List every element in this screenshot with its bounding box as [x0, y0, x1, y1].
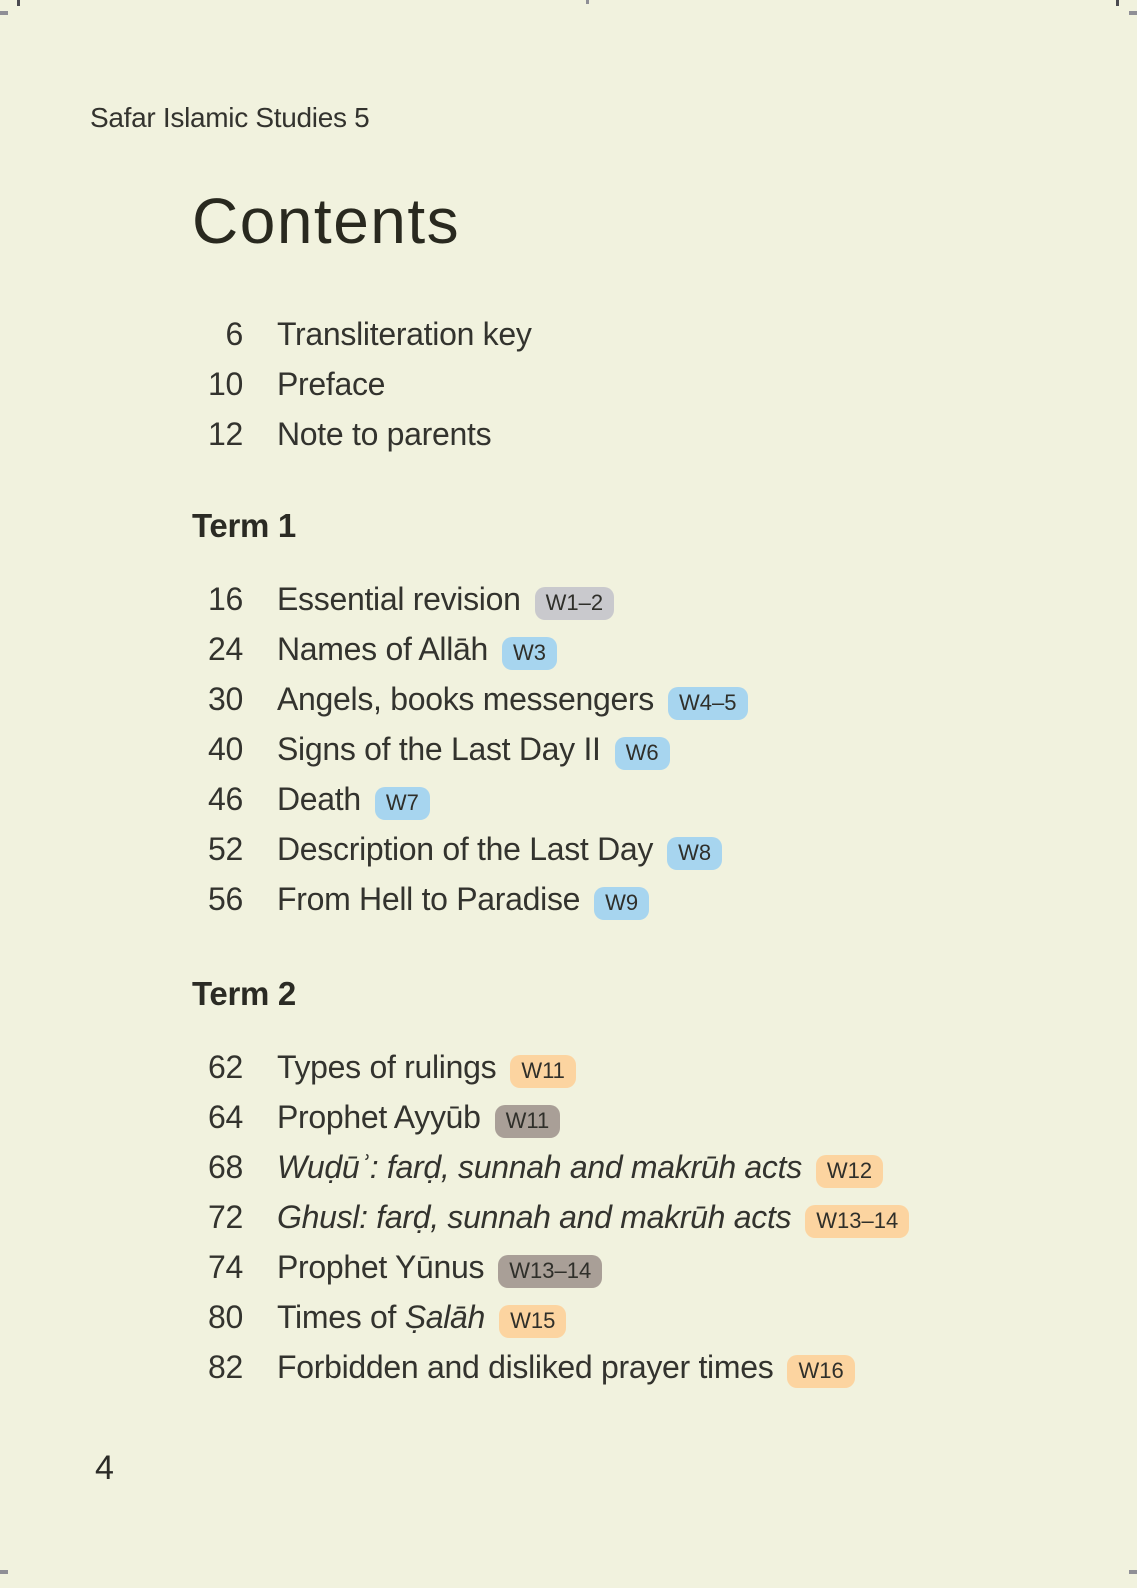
term-1-heading: Term 1: [192, 507, 296, 544]
week-badge: W9: [594, 887, 649, 920]
entry-title-italic-text: Ṣalāh: [404, 1299, 486, 1335]
week-badge: W7: [375, 787, 430, 820]
entry-page-number: 62: [208, 1049, 243, 1085]
entry-title: [277, 364, 385, 404]
toc-row: [150, 1247, 602, 1288]
entry-title: [277, 1047, 496, 1087]
toc-row: [150, 779, 430, 820]
toc-row: [150, 1147, 883, 1188]
crop-mark: [1129, 11, 1137, 15]
entry-page-number: 68: [208, 1149, 243, 1185]
entry-title-text: Signs of the Last Day II: [277, 731, 601, 767]
toc-row: [150, 729, 670, 770]
entry-title-text: Names of Allāh: [277, 631, 489, 667]
toc-row: [150, 414, 491, 454]
week-badge: W4–5: [668, 687, 747, 720]
entry-title-text: Types of rulings: [277, 1049, 497, 1085]
page-title: Contents: [192, 185, 461, 257]
week-badge: W8: [667, 837, 722, 870]
entry-title: [277, 829, 653, 869]
entry-title: [277, 729, 601, 769]
week-badge: W16: [787, 1355, 854, 1388]
toc-row: [150, 879, 649, 920]
entry-title-text: Transliteration key: [277, 316, 532, 352]
entry-page-number: 12: [208, 416, 243, 452]
entry-title: [277, 679, 654, 719]
toc-row: [150, 1347, 855, 1388]
toc-row: [150, 579, 614, 620]
entry-title-text: Death: [277, 781, 361, 817]
entry-title: [277, 1297, 485, 1337]
week-badge: W11: [510, 1055, 576, 1088]
week-badge: W13–14: [805, 1205, 909, 1238]
entry-page-number: 72: [208, 1199, 243, 1235]
term-2-heading: Term 2: [192, 975, 296, 1012]
entry-title-text: Description of the Last Day: [277, 831, 654, 867]
entry-page-number: 46: [208, 781, 243, 817]
toc-row: [150, 829, 722, 870]
entry-page-number: 52: [208, 831, 243, 867]
week-badge: W12: [816, 1155, 883, 1188]
entry-title-text: Prophet Yūnus: [277, 1249, 485, 1285]
entry-page-number: 6: [225, 316, 243, 352]
toc-row: [150, 1297, 566, 1338]
entry-title-text: Forbidden and disliked prayer times: [277, 1349, 774, 1385]
crop-mark: [586, 0, 589, 4]
toc-row: [150, 1197, 909, 1238]
toc-row: [150, 1097, 560, 1138]
entry-page-number: 64: [208, 1099, 243, 1135]
entry-title: [277, 629, 488, 669]
entry-page-number: 40: [208, 731, 243, 767]
crop-mark: [1129, 1570, 1137, 1574]
crop-mark: [0, 11, 8, 15]
entry-page-number: 56: [208, 881, 243, 917]
entry-page-number: 24: [208, 631, 243, 667]
week-badge: W6: [615, 737, 670, 770]
entry-title: [277, 414, 491, 454]
entry-title: [277, 1097, 481, 1137]
entry-page-number: 10: [208, 366, 243, 402]
entry-title: [277, 879, 580, 919]
toc-row: [150, 1047, 576, 1088]
toc-row: [150, 314, 532, 354]
book-header: Safar Islamic Studies 5: [90, 102, 370, 133]
toc-row: [150, 679, 748, 720]
crop-mark: [0, 1570, 8, 1574]
crop-mark: [17, 0, 20, 6]
entry-page-number: 82: [208, 1349, 243, 1385]
entry-title-text: From Hell to Paradise: [277, 881, 581, 917]
entry-page-number: 30: [208, 681, 243, 717]
entry-title-text: Preface: [277, 366, 386, 402]
entry-title-text: Times of: [277, 1299, 405, 1335]
crop-mark: [1116, 0, 1119, 6]
entry-page-number: 74: [208, 1249, 243, 1285]
entry-page-number: 80: [208, 1299, 243, 1335]
week-badge: W11: [495, 1105, 561, 1138]
entry-title: [277, 1197, 791, 1237]
entry-title-text: Essential revision: [277, 581, 521, 617]
entry-title: [277, 1247, 484, 1287]
entry-title: [277, 314, 532, 354]
entry-page-number: 16: [208, 581, 243, 617]
entry-title-italic-text: Wuḍūʾ: farḍ, sunnah and makrūh acts: [277, 1149, 802, 1185]
entry-title: [277, 579, 521, 619]
entry-title: [277, 1347, 773, 1387]
entry-title-text: Angels, books messengers: [277, 681, 655, 717]
week-badge: W1–2: [535, 587, 614, 620]
entry-title-text: Prophet Ayyūb: [277, 1099, 481, 1135]
page-number-footer: 4: [95, 1449, 114, 1487]
week-badge: W3: [502, 637, 557, 670]
entry-title-italic-text: Ghusl: farḍ, sunnah and makrūh acts: [277, 1199, 792, 1235]
entry-title: [277, 779, 361, 819]
toc-row: [150, 629, 557, 670]
toc-row: [150, 364, 385, 404]
entry-title-text: Note to parents: [277, 416, 492, 452]
week-badge: W15: [499, 1305, 566, 1338]
week-badge: W13–14: [498, 1255, 602, 1288]
entry-title: [277, 1147, 802, 1187]
